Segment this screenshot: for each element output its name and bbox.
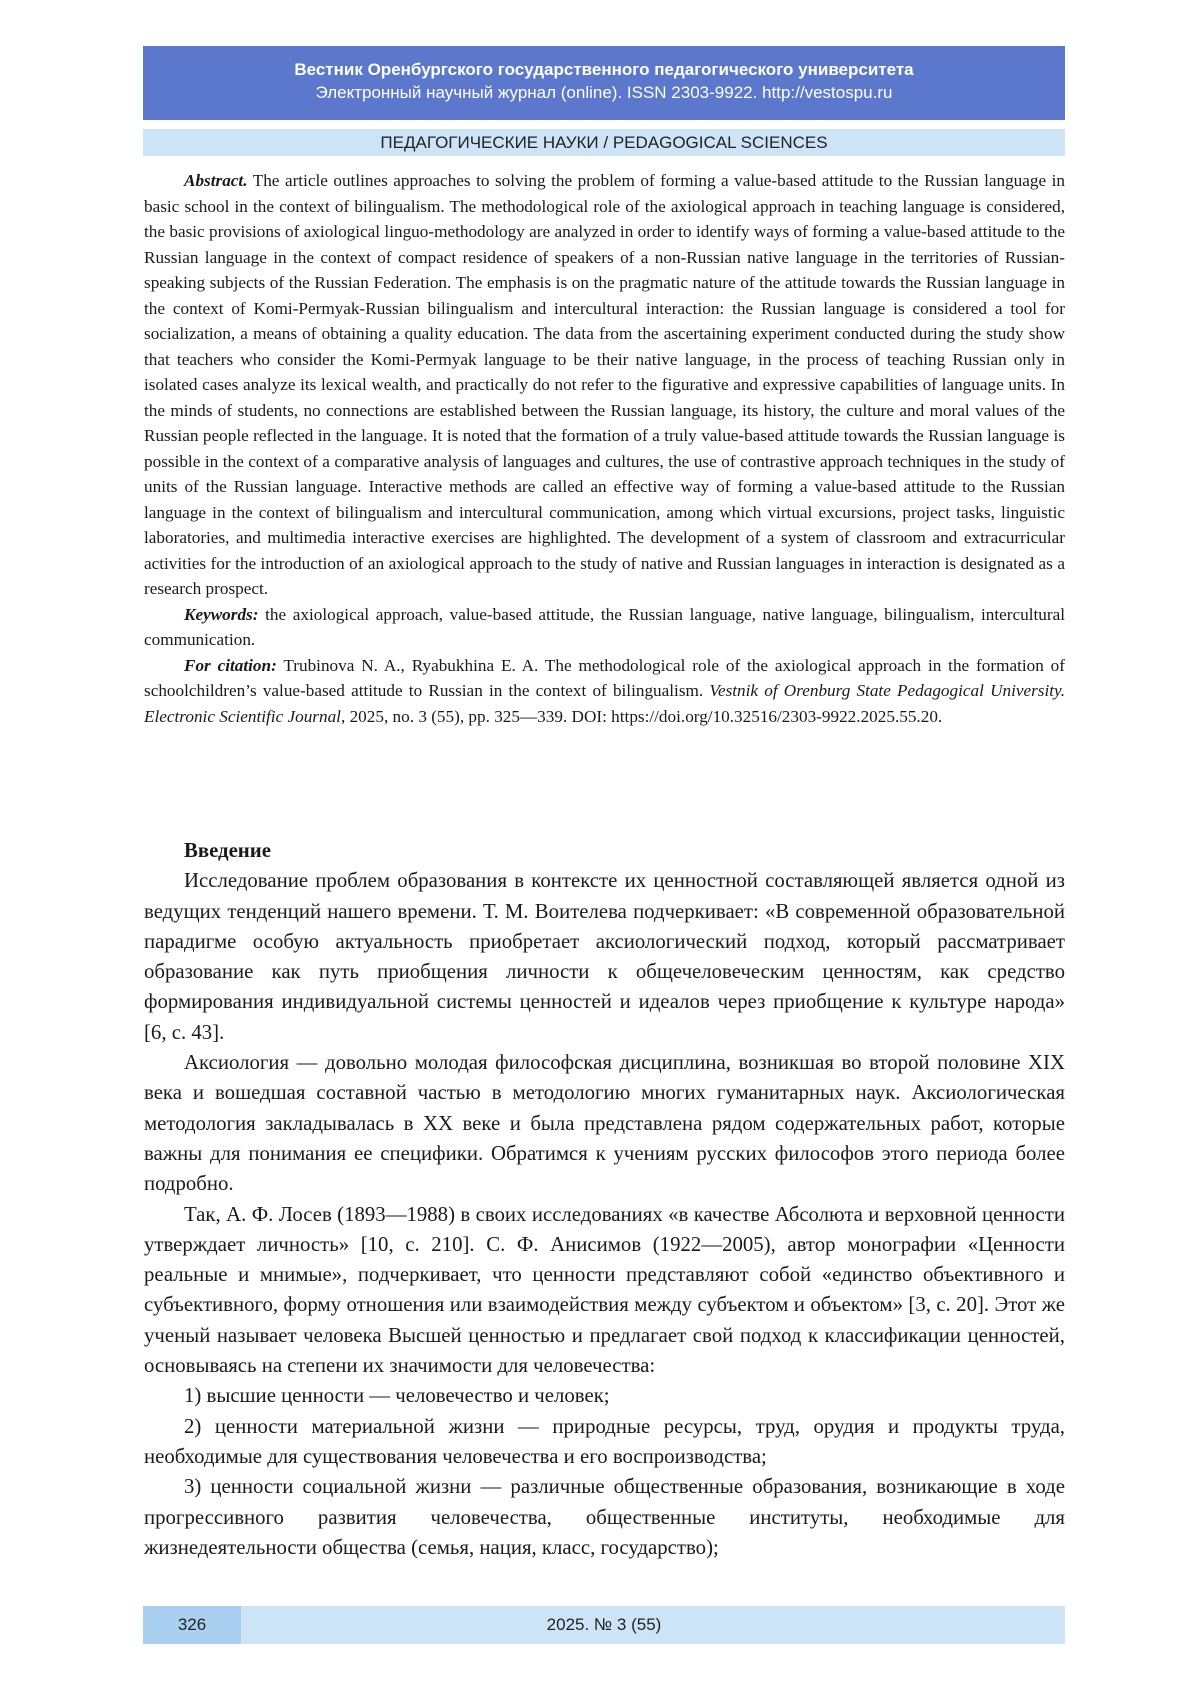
journal-header [143,46,1065,120]
footer-issue: 2025. № 3 (55) [546,1615,662,1634]
article-body [144,836,1065,1563]
citation-journal: Vestnik of Orenburg State Pedagogical University. Electronic Scientific Journal [144,681,1066,726]
citation-details: , 2025, no. 3 (55), pp. 325—339. DOI: https://doi.org/10.32516/2303-9922.2025.55.20. [340,706,943,726]
citation-text: Trubinova N. A., Ryabukhina E. A. The methodological role of the axiological approach in the formation of schoolchildren’s value-based attitude to Russian in the context of bilingualism. [144,655,1065,700]
section-label: ПЕДАГОГИЧЕСКИЕ НАУКИ / PEDAGOGICAL SCIENCES [143,129,1065,156]
citation-label: For citation: [184,655,277,675]
abstract-block [144,168,1065,729]
keywords-text: the axiological approach, value-based attitude, the Russian language, native language, bilingualism, intercultural communication. [144,604,1065,649]
journal-title: Вестник Оренбургского государственного педагогического университета [294,60,914,79]
keywords-paragraph [144,602,1065,653]
body-paragraph: Аксиология — довольно молодая философская дисциплина, возникшая во второй половине XIX века и вошедшая составной частью в методологию многих гуманитарных наук. Аксиологическая методология закладывалась в XX веке и была представлена рядом содержательных работ, которые важны для понимания ее специфики. Обратимся к учениям русских философов этого периода более подробно. [144,1051,1065,1196]
list-item: 3) ценности социальной жизни — различные общественные образования, возникающие в ходе прогрессивного развития человечества, общественные институты, необходимые для жизнедеятельности общества (семья, нация, класс, государство); [144,1475,1065,1559]
list-item: 2) ценности материальной жизни — природные ресурсы, труд, орудия и продукты труда, необходимые для существования человечества и его воспроизводства; [144,1414,1065,1468]
body-paragraph: Исследование проблем образования в контексте их ценностной составляющей является одной из ведущих тенденций нашего времени. Т. М. Воителева подчеркивает: «В современной образовательной парадигме особую актуальность приобретает аксиологический подход, который рассматривает образование как путь приобщения личности к общечеловеческим ценностям, как средство формирования индивидуальной системы ценностей и идеалов через приобщение к культуре народа» [6, с. 43]. [144,869,1065,1044]
abstract-paragraph [144,168,1065,602]
citation-paragraph [144,653,1065,730]
section-heading: Введение [184,839,272,862]
abstract-text: The article outlines approaches to solving the problem of forming a value-based attitude to the Russian language in basic school in the context of bilingualism. The methodological role of the axiological approach in teaching language is considered, the basic provisions of axiological linguo-methodology are analyzed in order to identify ways of forming a value-based attitude to the Russian language in the context of compact residence of speakers of a non-Russian native language in the territories of Russian-speaking subjects of the Russian Federation. The emphasis is on the pragmatic nature of the attitude towards the Russian language in the context of Komi-Permyak-Russian bilingualism and intercultural interaction: the Russian language is considered a tool for socialization, a means of obtaining a quality education. The data from the ascertaining experiment conducted during the study show that teachers who consider the Komi-Permyak language to be their native language, in the process of teaching Russian only in isolated cases analyze its lexical wealth, and practically do not refer to the figurative and expressive capabilities of language units. In the minds of students, no connections are established between the Russian language, its history, the culture and moral values of the Russian people reflected in the language. It is noted that the formation of a truly value-based attitude towards the Russian language is possible in the context of a comparative analysis of languages and cultures, the use of contrastive approach techniques in the study of units of the Russian language. Interactive methods are called an effective way of forming a value-based attitude to the Russian language in the context of bilingualism and intercultural communication, among which virtual excursions, project tasks, linguistic laboratories, and multimedia interactive exercises are highlighted. The development of a system of classroom and extracurricular activities for the introduction of an axiological approach to the study of native and Russian languages in interaction is designated as a research prospect. [144,171,1065,598]
page-footer [143,1606,1065,1644]
keywords-label: Keywords: [184,604,259,624]
list-item: 1) высшие ценности — человечество и человек; [184,1384,610,1408]
body-paragraph: Так, А. Ф. Лосев (1893—1988) в своих исследованиях «в качестве Абсолюта и верховной ценности утверждает личность» [10, с. 210]. С. Ф. Анисимов (1922—2005), автор монографии «Ценности реальные и мнимые», подчеркивает, что ценности представляют собой «единство объективного и субъективного, форму отношения или взаимодействия между субъектом и объектом» [3, с. 20]. Этот же ученый называет человека Высшей ценностью и предлагает свой подход к классификации ценностей, основываясь на степени их значимости для человечества: [144,1202,1065,1378]
journal-subtitle: Электронный научный журнал (online). ISSN 2303-9922. http://vestospu.ru [315,83,893,102]
abstract-label: Abstract. [184,171,248,190]
page-number: 326 [143,1606,241,1644]
